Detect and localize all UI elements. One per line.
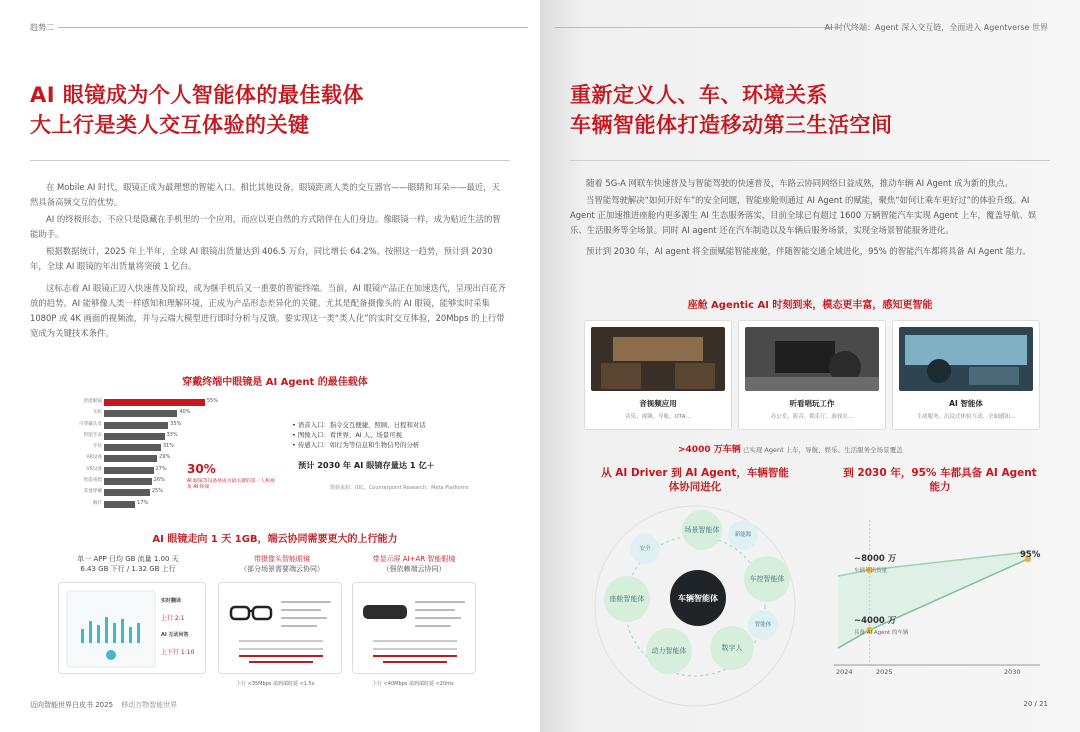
card-av-apps	[584, 320, 732, 430]
x-tick: 2024	[836, 668, 853, 676]
bar-label: 其他穿戴	[83, 489, 102, 495]
label-4000: ~4000 万	[854, 616, 897, 626]
bar-value: 33%	[166, 431, 178, 438]
bar-value: 17%	[137, 499, 149, 506]
bar-value: 40%	[179, 409, 191, 416]
card-subtitle: 音乐、视频、导航、OTA…	[624, 414, 692, 420]
bar-row	[76, 408, 226, 419]
bubble-scene: 场景智能体	[682, 510, 722, 550]
label-4000-sub: 具备 AI Agent 的车辆	[854, 630, 909, 636]
label-8000: ~8000 万	[854, 554, 897, 564]
left-para-1: 在 Mobile AI 时代，眼镜正成为最理想的智能入口。相比其他设备，眼镜距离人类的交互器官——眼睛和耳朵——最近，天然具备高频交互的优势。	[30, 182, 501, 207]
right-page	[540, 0, 1080, 732]
header-right: AI 时代终端：Agent 深入交互链，全面进入 Agentverse 世界	[824, 23, 1048, 32]
dashboard-image	[745, 327, 879, 391]
bullet-item: • 图像入口：看世界、AI 人、场景可视	[292, 431, 402, 439]
source-note: 数据来源：IDC、Counterpoint Research、Meta Platforms	[330, 485, 469, 491]
camera-glasses-graphic	[219, 583, 343, 675]
caption-2030: 到 2030 年，95% 车都具备 AI Agent 能力	[843, 467, 1037, 493]
bar-value: 29%	[159, 454, 171, 461]
bar-row	[76, 442, 226, 453]
usage-bars-graphic	[59, 583, 207, 675]
bar	[104, 455, 157, 462]
line-chart	[824, 500, 1050, 680]
col2-foot: 上行 <35Mbps 端到端时延 <1.5s	[236, 681, 315, 687]
left-title-line2: 大上行是类人交互体验的关键	[30, 113, 310, 137]
bar-label: 智能戒指	[83, 478, 102, 484]
bar	[104, 410, 177, 417]
caption-evolution: 从 AI Driver 到 AI Agent，车辆智能体协同进化	[601, 467, 789, 493]
page-number: 20 / 21	[1023, 700, 1048, 708]
card-title: 音视频应用	[639, 399, 677, 408]
bar	[104, 433, 165, 440]
bar	[104, 467, 154, 474]
stat-text: 已实现 Agent 上车，导航、娱乐、生活服务全场景覆盖	[742, 446, 903, 454]
card-subtitle: 主动服务、沉浸式体验互动、全面感知…	[916, 414, 1016, 420]
footer-title: 迈向智能世界白皮书 2025	[30, 701, 114, 709]
bar	[104, 422, 168, 429]
bar-label: VR设备	[86, 466, 102, 472]
bar-label: 可穿戴头显	[79, 421, 102, 427]
wearable-bar-chart	[76, 397, 226, 510]
bar-value: 31%	[162, 443, 174, 450]
left-divider	[30, 160, 510, 161]
vehicle-stat	[678, 442, 903, 455]
chart1-title: 穿戴终端中眼镜是 AI Agent 的最佳载体	[182, 377, 368, 388]
card-title: 听看唱玩工作	[789, 399, 835, 408]
bar-row	[76, 431, 226, 442]
left-title	[30, 80, 364, 140]
right-title	[570, 80, 893, 140]
bullet-item: • 传感入口：如行为等信息和生物信号的分析	[292, 441, 420, 449]
bar-value: 27%	[155, 465, 167, 472]
card-subtitle: 办公室、影音、娱乐厅、游戏室…	[770, 414, 854, 420]
col2-head: 带摄像头智能眼镜 （部分场景需要端云协同）	[240, 555, 324, 573]
bar-label: 智能眼镜	[83, 399, 102, 404]
stat-label: 实时翻译	[161, 598, 182, 604]
card-work-entertain	[738, 320, 886, 430]
bubble-digital-human: 数字人	[710, 626, 754, 670]
right-title-line2: 车辆智能体打造移动第三生活空间	[570, 113, 893, 137]
bubble-safety: 安全	[630, 534, 660, 564]
header-rule	[58, 27, 528, 28]
right-para-3: 预计到 2030 年，AI agent 将全面赋能智能座舱，伴随智能交通全域进化，95% 的智能汽车都将具备 AI Agent 能力。	[586, 246, 1031, 256]
footer-subtitle: 移动万物智能世界	[121, 701, 178, 709]
header-left: 趋势二	[30, 23, 54, 32]
col1-head: 单一 APP 日均 GB 流量 1.00 天 6.43 GB 下行 / 1.32 GB 上行	[77, 555, 179, 573]
x-tick: 2025	[876, 668, 893, 676]
bar-row	[76, 499, 226, 510]
bar-label: 智能手表	[83, 432, 102, 438]
stat-label: AI 互动问答	[161, 632, 189, 638]
right-para-2: 当智能驾驶解决“如何开好车”的安全问题，智能座舱则通过 AI Agent 的赋能，聚焦“如何让乘车更好过”的体验升级。AI Agent 正加速推进座舱内更多源生 AI 生态服务落实，目前全球已有超过 1600 万辆智能汽车实现 Agent 上车，覆盖导航、娱乐、生活服务等全场景。同时 AI agent 还在汽车制造以及车辆后服务场景，实现全场景智能服务进化。	[570, 195, 1037, 235]
label-8000-sub: 车辆年出货量	[854, 568, 888, 574]
bar-row	[76, 420, 226, 431]
header-rule	[555, 27, 840, 28]
label-95pct: 95%	[1020, 550, 1041, 560]
card-title: AI 智能体	[949, 399, 983, 408]
bar	[104, 489, 150, 496]
bar-value: 26%	[153, 477, 165, 484]
hub-center: 车辆智能体	[670, 570, 726, 626]
bar-label: AR设备	[86, 455, 102, 461]
left-para-2: AI 的终极形态，不应只是隐藏在手机里的一个应用，而应以更自然的方式陪伴在人们身边。像眼镜一样，成为贴近生活的智能助手。	[30, 214, 501, 239]
cockpit-section-title: 座舱 Agentic AI 时刻到来，模态更丰富，感知更智能	[687, 300, 933, 311]
left-title-line1: AI 眼镜成为个人智能体的最佳载体	[30, 83, 364, 107]
highlight-percent: 30%	[187, 462, 216, 476]
camera-glasses-panel	[218, 582, 342, 674]
projection-text: 预计 2030 年 AI 眼镜存量达 1 亿＋	[298, 460, 435, 470]
col3-foot: 上行 <40Mbps 端到端时延 <20ms	[372, 681, 454, 687]
stat-value: 上下行 1:10	[161, 649, 195, 656]
app-usage-panel	[58, 582, 206, 674]
col3-head: 带显示屏 AI+AR 智能眼镜 （强依赖端云协同）	[372, 555, 456, 573]
ar-glasses-panel	[352, 582, 476, 674]
ai-cabin-image	[899, 327, 1033, 391]
bar-label: 胸针	[92, 500, 102, 506]
ar-glasses-graphic	[353, 583, 477, 675]
cabin-image	[591, 327, 725, 391]
highlight-note: AI 眼镜等设备将成为最关键的第一人称视角 AI 终端	[187, 479, 275, 490]
bubble-cabin: 座舱智能体	[604, 576, 650, 622]
right-title-line1: 重新定义人、车、环境关系	[570, 83, 828, 107]
bar-row	[76, 397, 226, 408]
line-chart-svg	[824, 500, 1050, 680]
bullet-item: • 语音入口：指令交互便捷，照顾、日程和对话	[292, 421, 426, 429]
x-tick: 2030	[1004, 668, 1021, 676]
bar-value: 35%	[170, 420, 182, 427]
agent-hub-diagram	[570, 496, 820, 716]
bar-label: 耳机	[92, 410, 102, 416]
stat-value: 上行 2:1	[161, 615, 185, 622]
chart2-title: AI 眼镜走向 1 天 1GB，端云协同需要更大的上行能力	[152, 534, 398, 545]
bar	[104, 478, 152, 485]
right-para-1: 随着 5G-A 网联车快速普及与智能驾驶的快速普及，车路云协同网络日益成熟，推动车辆 AI Agent 成为新的焦点。	[586, 178, 1013, 188]
bar	[104, 501, 135, 508]
entry-bullets	[292, 420, 426, 450]
bubble-power: 动力智能体	[646, 628, 692, 674]
bubble-new-energy: 新能源	[728, 520, 758, 550]
bar	[104, 444, 161, 451]
bar-value: 55%	[206, 398, 218, 404]
card-ai-agent	[892, 320, 1040, 430]
bar-label: 手环	[92, 444, 102, 450]
left-para-4: 这标志着 AI 眼镜正迈入快速普及阶段，成为继手机后又一重要的智能终端。当前，AI 眼镜产品正在加速迭代，呈现出百花齐放的趋势。AI 能够像人类一样感知和理解环境，正成为产品形态差异化的关键。尤其是配备摄像头的 AI 眼镜，能够实时采集 1080P 或 4K 画面的视频流，并与云端大模型进行即时分析与反馈。要实现这一类“类人化”的实时交互体验，20Mbps 的上行带宽成为关键技术条件。	[30, 283, 506, 338]
bubble-control: 车控智能体	[744, 556, 790, 602]
footer	[30, 700, 177, 710]
bubble-agent: 智能体	[748, 610, 778, 640]
bar-value: 25%	[151, 488, 163, 495]
bar	[104, 399, 205, 406]
stat-number: >4000 万车辆	[678, 445, 741, 455]
right-divider	[570, 160, 1050, 161]
left-para-3: 根据数据统计，2025 年上半年，全球 AI 眼镜出货量达到 406.5 万台，同比增长 64.2%。按照这一趋势，预计到 2030 年，全球 AI 眼镜的年出货量将突破 1 亿台。	[30, 246, 493, 271]
